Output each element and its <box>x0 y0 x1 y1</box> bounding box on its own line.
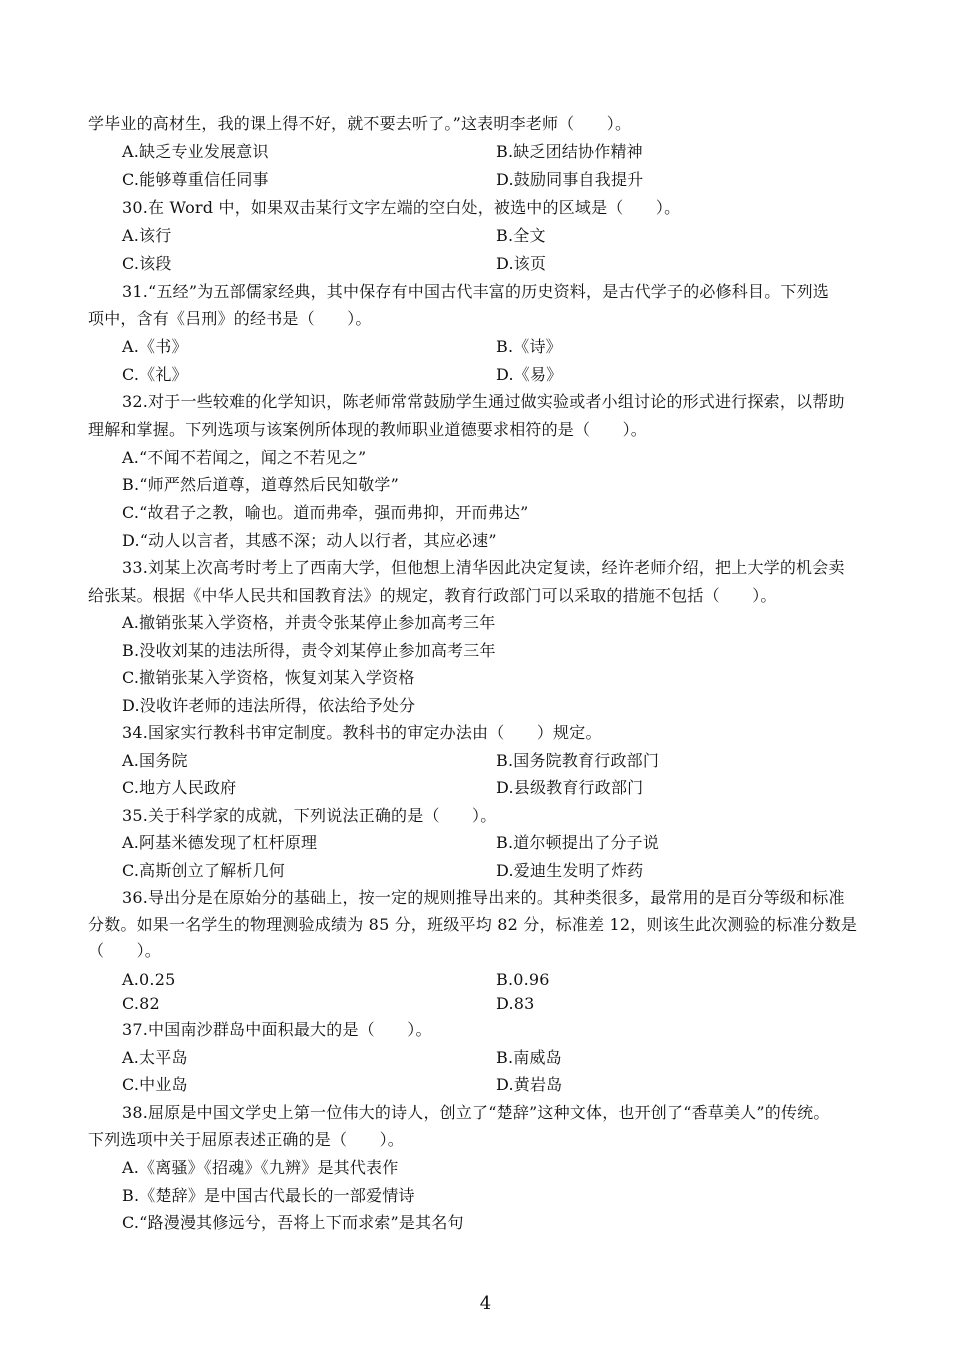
option-a: A.太平岛 <box>122 1048 188 1067</box>
question-33-stem: 33.刘某上次高考时考上了西南大学，但他想上清华因此决定复读，经许老师介绍，把上大学的机会卖 <box>122 558 845 577</box>
option-c: C.能够尊重信任同事 <box>122 170 269 189</box>
option-a: A.撤销张某入学资格，并责令张某停止参加高考三年 <box>122 613 496 632</box>
option-c: C.撤销张某入学资格，恢复刘某入学资格 <box>122 668 415 687</box>
option-b: B.没收刘某的违法所得，责令刘某停止参加高考三年 <box>122 641 496 660</box>
question-31-stem-cont: 项中，含有《吕刑》的经书是（ ）。 <box>88 309 372 328</box>
option-row <box>122 363 922 387</box>
option-c: C.“故君子之教，喻也。道而弗牵，强而弗抑，开而弗达” <box>122 503 529 522</box>
question-31-stem: 31.“五经”为五部儒家经典，其中保存有中国古代丰富的历史资料，是古代学子的必修科目。下列选 <box>122 282 830 301</box>
option-b: B.全文 <box>496 226 546 245</box>
text-line: 学毕业的高材生，我的课上得不好，就不要去听了。”这表明李老师（ ）。 <box>88 114 632 133</box>
option-row <box>122 968 922 992</box>
question-33-stem-cont: 给张某。根据《中华人民共和国教育法》的规定，教育行政部门可以采取的措施不包括（ ）。 <box>88 586 777 605</box>
question-35-stem: 35.关于科学家的成就，下列说法正确的是（ ）。 <box>122 806 497 825</box>
option-row <box>122 859 922 883</box>
option-b: B.“师严然后道尊，道尊然后民知敬学” <box>122 475 400 494</box>
question-30-stem: 30.在 Word 中，如果双击某行文字左端的空白处，被选中的区域是（ ）。 <box>122 198 681 217</box>
question-34-stem: 34.国家实行教科书审定制度。教科书的审定办法由（ ）规定。 <box>122 723 602 742</box>
option-row <box>122 252 922 276</box>
option-d: D.没收许老师的违法所得，依法给予处分 <box>122 696 416 715</box>
question-36-stem-cont: （ ）。 <box>88 941 162 960</box>
option-row <box>122 140 922 164</box>
option-a: A.0.25 <box>122 970 176 989</box>
option-c: C.“路漫漫其修远兮，吾将上下而求索”是其名句 <box>122 1213 464 1232</box>
option-a: A.阿基米德发现了杠杆原理 <box>122 833 318 852</box>
option-b: B.0.96 <box>496 970 550 989</box>
option-b: B.南威岛 <box>496 1048 562 1067</box>
option-a: A.《书》 <box>122 337 188 356</box>
option-c: C.该段 <box>122 254 172 273</box>
page-number: 4 <box>479 1293 492 1314</box>
option-c: C.82 <box>122 994 160 1013</box>
question-36-stem: 36.导出分是在原始分的基础上，按一定的规则推导出来的。其种类很多，最常用的是百分等级和标准 <box>122 888 845 907</box>
option-row <box>122 749 922 773</box>
option-a: A.该行 <box>122 226 172 245</box>
option-row <box>122 831 922 855</box>
option-row <box>122 224 922 248</box>
option-a: A.缺乏专业发展意识 <box>122 142 269 161</box>
option-a: A.“不闻不若闻之，闻之不若见之” <box>122 448 367 467</box>
option-b: B.国务院教育行政部门 <box>496 751 660 770</box>
option-a: A.《离骚》《招魂》《九辨》是其代表作 <box>122 1158 399 1177</box>
option-c: C.地方人民政府 <box>122 778 237 797</box>
option-b: B.《楚辞》是中国古代最长的一部爱情诗 <box>122 1186 415 1205</box>
option-d: D.鼓励同事自我提升 <box>496 170 644 189</box>
question-37-stem: 37.中国南沙群岛中面积最大的是（ ）。 <box>122 1020 432 1039</box>
option-d: D.83 <box>496 994 535 1013</box>
option-d: D.黄岩岛 <box>496 1075 563 1094</box>
option-c: C.《礼》 <box>122 365 188 384</box>
option-row <box>122 1073 922 1097</box>
option-row <box>122 992 922 1016</box>
option-d: D.爱迪生发明了炸药 <box>496 861 644 880</box>
question-32-stem-cont: 理解和掌握。下列选项与该案例所体现的教师职业道德要求相符的是（ ）。 <box>88 420 648 439</box>
option-row <box>122 335 922 359</box>
option-c: C.中业岛 <box>122 1075 188 1094</box>
option-d: D.该页 <box>496 254 547 273</box>
option-a: A.国务院 <box>122 751 188 770</box>
option-row <box>122 776 922 800</box>
option-row <box>122 168 922 192</box>
option-d: D.《易》 <box>496 365 563 384</box>
question-36-stem-cont: 分数。如果一名学生的物理测验成绩为 85 分，班级平均 82 分，标准差 12，则该生此次测验的标准分数是 <box>88 915 858 934</box>
option-c: C.高斯创立了解析几何 <box>122 861 285 880</box>
option-b: B.道尔顿提出了分子说 <box>496 833 660 852</box>
option-row <box>122 1046 922 1070</box>
option-b: B.《诗》 <box>496 337 562 356</box>
question-38-stem: 38.屈原是中国文学史上第一位伟大的诗人，创立了“楚辞”这种文体，也开创了“香草美人”的传统。 <box>122 1103 830 1122</box>
option-d: D.县级教育行政部门 <box>496 778 644 797</box>
question-38-stem-cont: 下列选项中关于屈原表述正确的是（ ）。 <box>88 1130 405 1149</box>
option-d: D.“动人以言者，其感不深；动人以行者，其应必速” <box>122 531 497 550</box>
option-b: B.缺乏团结协作精神 <box>496 142 643 161</box>
question-32-stem: 32.对于一些较难的化学知识，陈老师常常鼓励学生通过做实验或者小组讨论的形式进行探索，以帮助 <box>122 392 845 411</box>
